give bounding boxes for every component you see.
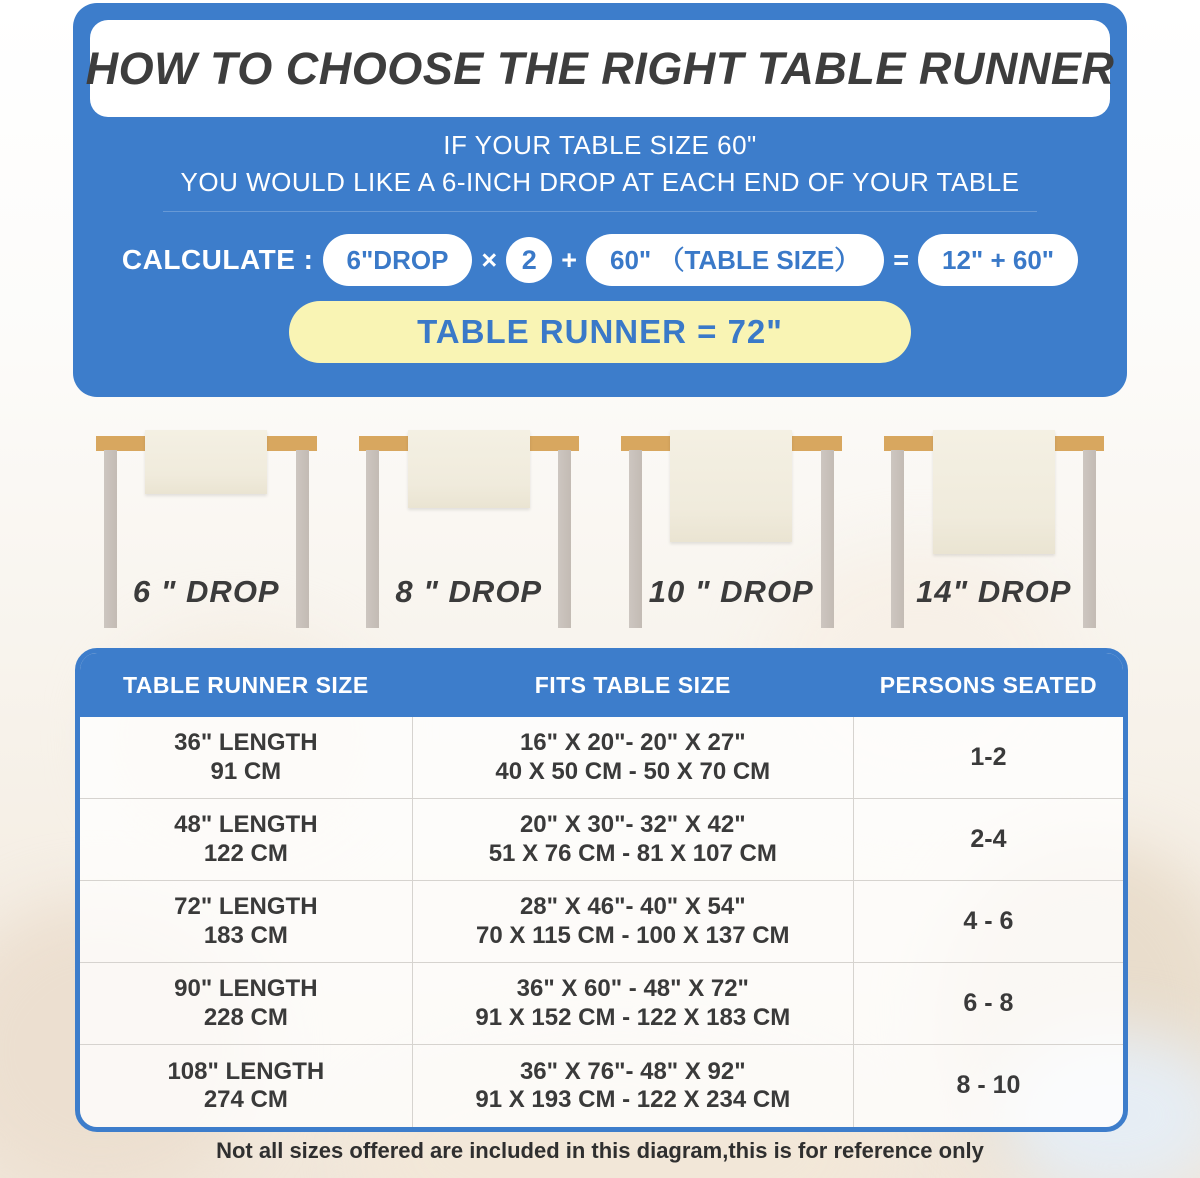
fits-size-inches: 16" X 20"- 20" X 27" [519, 729, 746, 757]
page-title: HOW TO CHOOSE THE RIGHT TABLE RUNNER [85, 42, 1115, 94]
intro-line-2: YOU WOULD LIKE A 6-INCH DROP AT EACH END OF YOUR TABLE [180, 167, 1020, 197]
fits-size-inches: 28" X 46"- 40" X 54" [519, 893, 746, 921]
table-size-pill: 60" （TABLE SIZE） [586, 234, 884, 286]
drop-label: 14" DROP [916, 574, 1072, 609]
table-runner-cloth [670, 430, 792, 542]
runner-size-inches: 90" LENGTH [174, 975, 318, 1003]
drop-label: 6 " DROP [132, 574, 280, 609]
fits-size-cell [412, 963, 854, 1044]
table-runner-cloth [408, 430, 530, 508]
multiply-sign: × [481, 244, 498, 275]
column-header-fits-table-size: FITS TABLE SIZE [534, 671, 731, 698]
persons-seated-cell: 1-2 [970, 742, 1007, 771]
fits-size-cm: 91 X 193 CM - 122 X 234 CM [475, 1086, 791, 1113]
table-runner-cloth [145, 430, 267, 494]
runner-size-cell [80, 717, 412, 798]
table-figure-6-drop [75, 428, 338, 633]
drop-label: 8 " DROP [395, 574, 543, 609]
size-chart-header [80, 653, 1123, 717]
persons-seated-cell: 8 - 10 [956, 1071, 1021, 1100]
fits-size-inches: 36" X 60" - 48" X 72" [516, 975, 749, 1003]
drop-value-pill: 6"DROP [323, 234, 473, 286]
table-figure-8-drop [338, 428, 601, 633]
sum-pill: 12" + 60" [918, 234, 1078, 286]
multiplier-circle: 2 [506, 237, 552, 283]
column-header-persons-seated: PERSONS SEATED [879, 671, 1098, 698]
persons-seated-cell: 2-4 [970, 824, 1007, 853]
runner-size-cm: 91 CM [210, 757, 282, 785]
drop-label: 10 " DROP [648, 574, 814, 609]
title-box [85, 20, 1115, 117]
fits-size-cell [412, 881, 854, 962]
fits-size-cell [412, 717, 854, 798]
result-pill: TABLE RUNNER = 72" [289, 301, 911, 363]
runner-size-cell [80, 1045, 412, 1127]
table-runner-cloth [933, 430, 1055, 554]
fits-size-cell [412, 799, 854, 880]
plus-sign: + [561, 244, 577, 275]
equals-sign: = [893, 244, 909, 275]
runner-size-cell [80, 881, 412, 962]
runner-size-inches: 48" LENGTH [174, 811, 318, 839]
table-figure-10-drop [600, 428, 863, 633]
fits-size-cm: 40 X 50 CM - 50 X 70 CM [495, 757, 771, 785]
table-figure-14-drop [863, 428, 1126, 633]
intro-line-1: IF YOUR TABLE SIZE 60" [443, 130, 757, 160]
calculation-row [87, 234, 1113, 286]
persons-seated-cell: 4 - 6 [963, 906, 1014, 935]
runner-size-cell [80, 799, 412, 880]
table-row [80, 963, 1123, 1045]
runner-size-inches: 72" LENGTH [174, 893, 318, 921]
fits-size-cm: 51 X 76 CM - 81 X 107 CM [488, 839, 777, 867]
disclaimer-note: Not all sizes offered are included in this diagram,this is for reference only [216, 1138, 984, 1163]
runner-size-cm: 274 CM [203, 1086, 288, 1113]
calculate-label: CALCULATE : [121, 244, 314, 275]
banner-divider [163, 211, 1037, 212]
table-row [80, 717, 1123, 799]
fits-size-cell [412, 1045, 854, 1127]
fits-size-cm: 70 X 115 CM - 100 X 137 CM [476, 921, 790, 949]
runner-size-cm: 228 CM [203, 1003, 288, 1031]
fits-size-inches: 36" X 76"- 48" X 92" [519, 1057, 746, 1085]
fits-size-inches: 20" X 30"- 32" X 42" [519, 811, 746, 839]
table-row [80, 881, 1123, 963]
header-banner [73, 3, 1127, 397]
table-row [80, 1045, 1123, 1127]
table-row [80, 799, 1123, 881]
persons-seated-cell: 6 - 8 [963, 988, 1014, 1017]
drop-diagrams-row [75, 428, 1125, 633]
fits-size-cm: 91 X 152 CM - 122 X 183 CM [475, 1003, 791, 1031]
runner-size-cm: 122 CM [203, 839, 288, 867]
runner-size-cm: 183 CM [203, 921, 288, 949]
runner-size-cell [80, 963, 412, 1044]
size-chart-body [80, 717, 1123, 1127]
runner-size-inches: 36" LENGTH [174, 729, 318, 757]
column-header-runner-size: TABLE RUNNER SIZE [122, 671, 369, 698]
size-chart-panel [75, 648, 1128, 1132]
runner-size-inches: 108" LENGTH [167, 1057, 325, 1085]
